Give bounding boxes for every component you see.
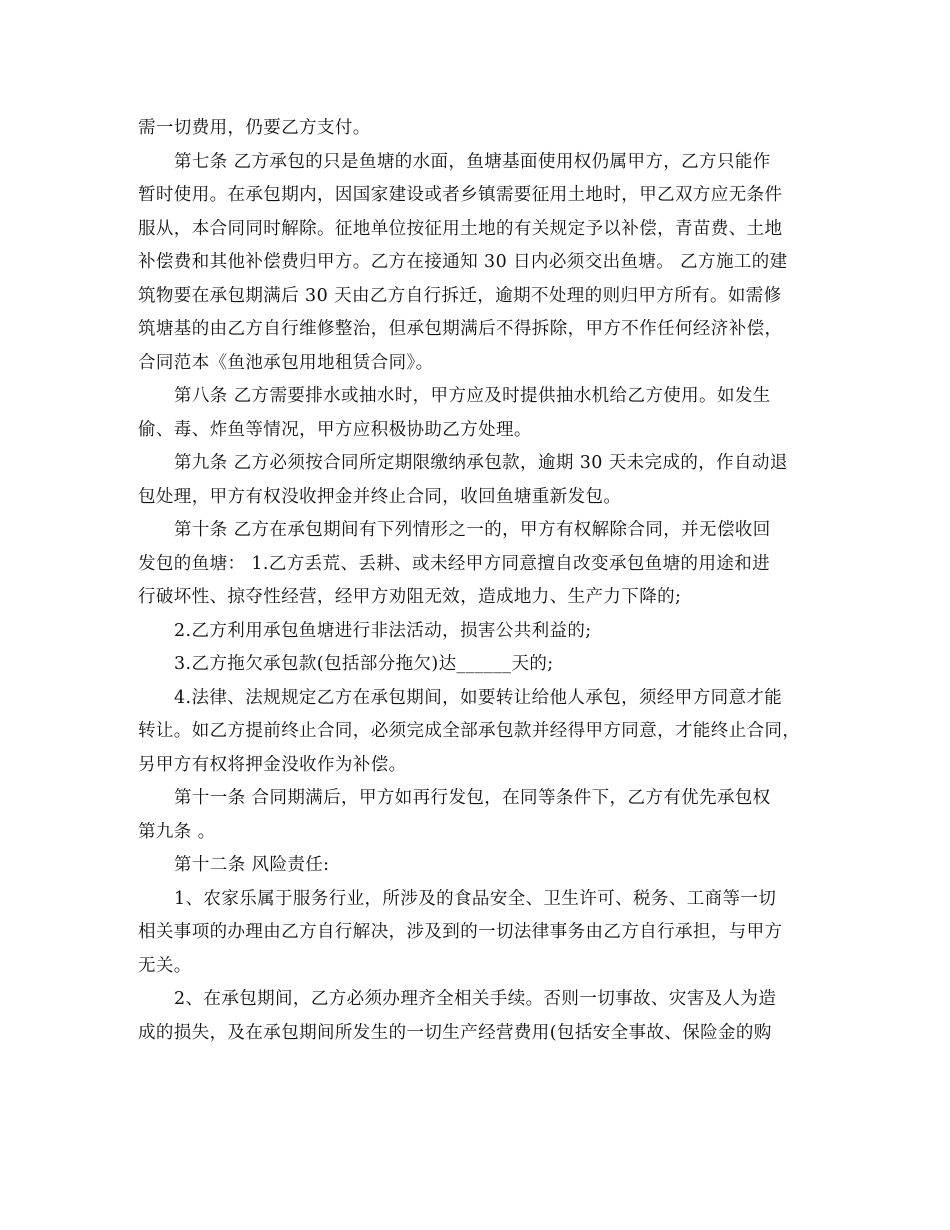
text-line: 包处理，甲方有权没收押金并终止合同，收回鱼塘重新发包。 bbox=[138, 486, 622, 507]
list-item-line: 4.法律、法规规定乙方在承包期间，如要转让给他人承包，须经甲方同意才能 bbox=[174, 687, 783, 708]
list-item-line: 2.乙方利用承包鱼塘进行非法活动，损害公共利益的; bbox=[174, 620, 592, 641]
text-line: 偷、毒、炸鱼等情况，甲方应积极协助乙方处理。 bbox=[138, 419, 532, 440]
text-line: 暂时使用。在承包期内，因国家建设或者乡镇需要征用土地时，甲乙双方应无条件 bbox=[138, 185, 783, 205]
text-line: 合同范本《鱼池承包用地租赁合同》。 bbox=[138, 352, 434, 373]
text-line: 成的损失，及在承包期间所发生的一切生产经营费用(包括安全事故、保险金的购 bbox=[138, 1022, 772, 1043]
list-item-line: 2、在承包期间，乙方必须办理齐全相关手续。否则一切事故、灾害及人为造 bbox=[174, 989, 777, 1009]
article-10-line: 第十条 乙方在承包期间有下列情形之一的，甲方有权解除合同，并无偿收回 bbox=[174, 520, 771, 540]
list-item-line: 3.乙方拖欠承包款(包括部分拖欠)达______天的; bbox=[174, 654, 554, 674]
text-line: 补偿费和其他补偿费归甲方。乙方在接通知 30 日内必须交出鱼塘。 乙方施工的建 bbox=[138, 252, 788, 272]
article-7-line: 第七条 乙方承包的只是鱼塘的水面，鱼塘基面使用权仍属甲方，乙方只能作 bbox=[174, 151, 771, 172]
text-line: 服从，本合同同时解除。征地单位按征用土地的有关规定予以补偿，青苗费、土地 bbox=[138, 218, 783, 239]
text-line: 无关。 bbox=[138, 955, 192, 976]
text-line: 需一切费用，仍要乙方支付。 bbox=[138, 118, 371, 138]
text-line: 行破坏性、掠夺性经营，经甲方劝阻无效，造成地力、生产力下降的; bbox=[138, 587, 682, 607]
article-9-line: 第九条 乙方必须按合同所定期限缴纳承包款，逾期 30 天未完成的，作自动退 bbox=[174, 453, 788, 473]
text-line: 另甲方有权将押金没收作为补偿。 bbox=[138, 754, 407, 775]
article-12-heading: 第十二条 风险责任: bbox=[174, 855, 330, 875]
text-line: 筑塘基的由乙方自行维修整治，但承包期满后不得拆除，甲方不作任何经济补偿， bbox=[138, 319, 783, 339]
text-line: 相关事项的办理由乙方自行解决，涉及到的一切法律事务由乙方自行承担，与甲方 bbox=[138, 922, 783, 942]
text-line: 第九条 。 bbox=[138, 821, 216, 842]
article-11-line: 第十一条 合同期满后，甲方如再行发包，在同等条件下，乙方有优先承包权 bbox=[174, 788, 771, 808]
list-item-line: 1、农家乐属于服务行业，所涉及的食品安全、卫生许可、税务、工商等一切 bbox=[174, 888, 777, 909]
text-line: 转让。如乙方提前终止合同，必须完成全部承包款并经得甲方同意，才能终止合同， bbox=[138, 721, 801, 741]
text-line: 筑物要在承包期满后 30 天由乙方自行拆迁，逾期不处理的则归甲方所有。如需修 bbox=[138, 285, 782, 306]
text-line: 发包的鱼塘： 1.乙方丢荒、丢耕、或未经甲方同意擅自改变承包鱼塘的用途和进 bbox=[138, 553, 771, 574]
contract-text bbox=[138, 112, 814, 1050]
article-8-line: 第八条 乙方需要排水或抽水时，甲方应及时提供抽水机给乙方使用。如发生 bbox=[174, 386, 771, 406]
